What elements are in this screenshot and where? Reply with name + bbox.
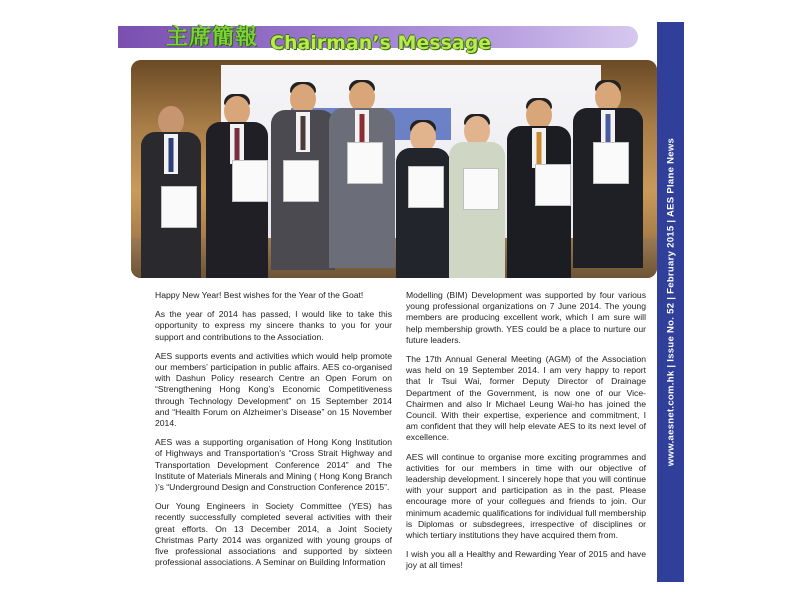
group-photo (131, 60, 657, 278)
person-3 (271, 84, 335, 278)
article-column-left (155, 290, 392, 576)
person-4 (329, 82, 395, 278)
paragraph: Happy New Year! Best wishes for the Year of the Goat! (155, 290, 364, 300)
person-7 (507, 100, 571, 278)
person-8 (573, 82, 643, 278)
article-column-right (406, 290, 646, 580)
sidebar-text: www.aesnet.com.hk | Issue No. 52 | February 2015 | AES Plane News (665, 137, 676, 467)
person-1 (141, 106, 201, 278)
paragraph: AES was a supporting organisation of Hong Kong Institution of Highways and Transportation’s “Cross Strait Highway and Transportation Development Conference 2014” and The Institute of Materials Minerals and Mining ( Hong Kong Branch )’s “Underground Design and Construction Conference 2015”. (155, 437, 392, 493)
person-5 (396, 122, 450, 278)
paragraph: Our Young Engineers in Society Committee (YES) has recently successfully completed several activities with their great efforts. On 13 December 2014, a Joint Society Christmas Party 2014 was organized with young groups of five professional associations and supported by sixteen professional associations. A Seminar on Building Information (155, 501, 392, 568)
article-area (150, 286, 655, 580)
title-chinese: 主席簡報 (166, 25, 259, 50)
paragraph: As the year of 2014 has passed, I would like to take this opportunity to express my sincere thanks to you for your support and contributions to the Association. (155, 309, 392, 342)
title-english: Chairman’s Message (270, 32, 492, 54)
paragraph: I wish you all a Healthy and Rewarding Year of 2015 and have joy at all times! (406, 549, 646, 571)
paragraph: The 17th Annual General Meeting (AGM) of the Association was held on 19 September 2014. I am very happy to report that Ir Tsui Wai, former Deputy Director of Drainage Department of the Government, is now one of our Vice-Chairmen and also Ir Michael Leung Wai-ho has joined the Council. With their expertise, experience and commitment, I am confident that they will help elevate AES to its next level of excellence. (406, 354, 646, 443)
paragraph: Modelling (BIM) Development was supported by four various young professional organizations on 7 June 2014. The young members are producing excellent work, which I am sure will help membership growth. YES could be a place to nurture our future leaders. (406, 290, 646, 345)
paragraph: AES will continue to organise more exciting programmes and activities for our members in time with our objective of leadership development. I sincerely hope that you will continue with your support and participation as in the past. Please encourage more of your collegues and friends to join. Our minimum academic qualifications for individual full membership is Diplomas or subsdegrees, irrespective of disciplines or which tertiary institutions they have acquired them from. (406, 451, 646, 541)
sidebar-text-wrapper (657, 22, 684, 582)
person-6 (449, 116, 505, 278)
person-2 (206, 96, 268, 278)
paragraph: AES supports events and activities which would help promote our members’ participation in public affairs. AES co-organised with Dashun Policy research Centre an Open Forum on “Strengthening Hong Kong’s Economic Competitiveness through Technology Development” on 15 September 2014 and “Health Forum on Alzheimer’s Disease” on 15 November 2014. (155, 350, 392, 429)
